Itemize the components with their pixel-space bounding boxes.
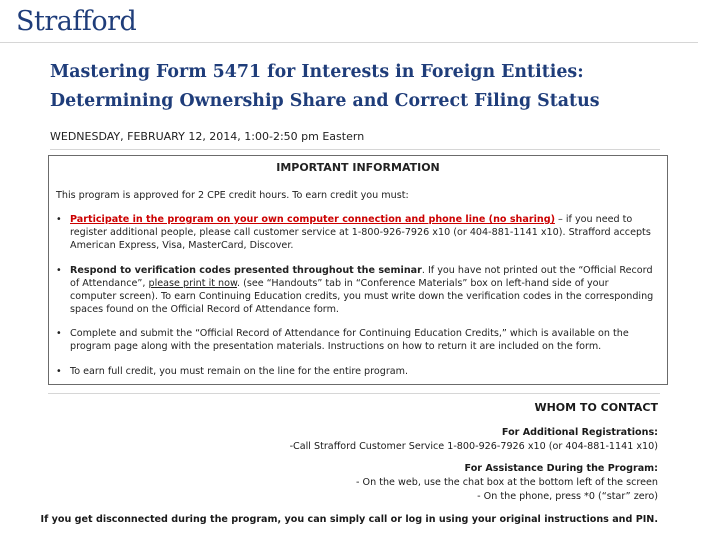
bullet-icon: • [56, 214, 62, 225]
bullet-text [70, 264, 656, 316]
bullet-icon: • [56, 265, 62, 276]
verification-text: . If you have not printed out the “Official Record of Attendance”, [70, 265, 653, 289]
info-intro: This program is approved for 2 CPE credit hours. To earn credit you must: [56, 190, 409, 201]
title-line-1: Mastering Form 5471 for Interests in Foreign Entities: [50, 62, 584, 82]
header-divider [0, 42, 698, 43]
bullet-verification [56, 264, 656, 316]
participate-warning: Participate in the program on your own computer connection and phone line (no sharing) [70, 214, 555, 225]
print-it-now-link[interactable]: please print it now [148, 278, 237, 289]
participate-details: – if you need to register additional people, please call customer service at 1-800-926-7926 x10 (or 404-881-1141 x10). Strafford accepts American Express, Visa, MasterCard, Discover. [70, 214, 651, 251]
bullet-full-credit [56, 365, 656, 378]
disconnect-notice: If you get disconnected during the program, you can simply call or log in using your original instructions and PIN. [40, 514, 658, 525]
title-line-2: Determining Ownership Share and Correct Filing Status [50, 91, 600, 111]
important-information-box [48, 155, 668, 385]
registrations-label: For Additional Registrations: [501, 427, 658, 438]
contact-divider [48, 393, 660, 394]
strafford-logo: Strafford [16, 6, 137, 37]
verification-heading: Respond to verification codes presented throughout the seminar [70, 265, 422, 276]
bullet-text: To earn full credit, you must remain on the line for the entire program. [70, 366, 409, 377]
bullet-icon: • [56, 366, 62, 377]
event-date: WEDNESDAY, FEBRUARY 12, 2014, 1:00-2:50 pm Eastern [50, 130, 365, 143]
bullet-participate [56, 213, 656, 252]
bullet-text [70, 213, 656, 252]
bullet-text: Complete and submit the “Official Record of Attendance for Continuing Education Credits,” which is available on the program page along with the presentation materials. Instructions on how to return it are included on the form. [70, 328, 629, 352]
assistance-phone: - On the phone, press *0 (“star” zero) [477, 491, 658, 502]
assistance-label: For Assistance During the Program: [464, 463, 658, 474]
bullet-icon: • [56, 328, 62, 339]
page-title [50, 58, 690, 116]
registrations-phone: -Call Strafford Customer Service 1-800-926-7926 x10 (or 404-881-1141 x10) [289, 441, 658, 452]
date-divider [50, 149, 660, 150]
assistance-web: - On the web, use the chat box at the bottom left of the screen [356, 477, 658, 488]
bullet-submit-record [56, 327, 656, 353]
verification-details: . (see “Handouts” tab in “Conference Materials” box on left-hand side of your computer screen). To earn Continuing Education credits, you must write down the verification codes in the corresponding spaces found on the Official Record of Attendance form. [70, 278, 654, 315]
contact-heading: WHOM TO CONTACT [534, 401, 658, 414]
info-heading: IMPORTANT INFORMATION [276, 161, 440, 174]
